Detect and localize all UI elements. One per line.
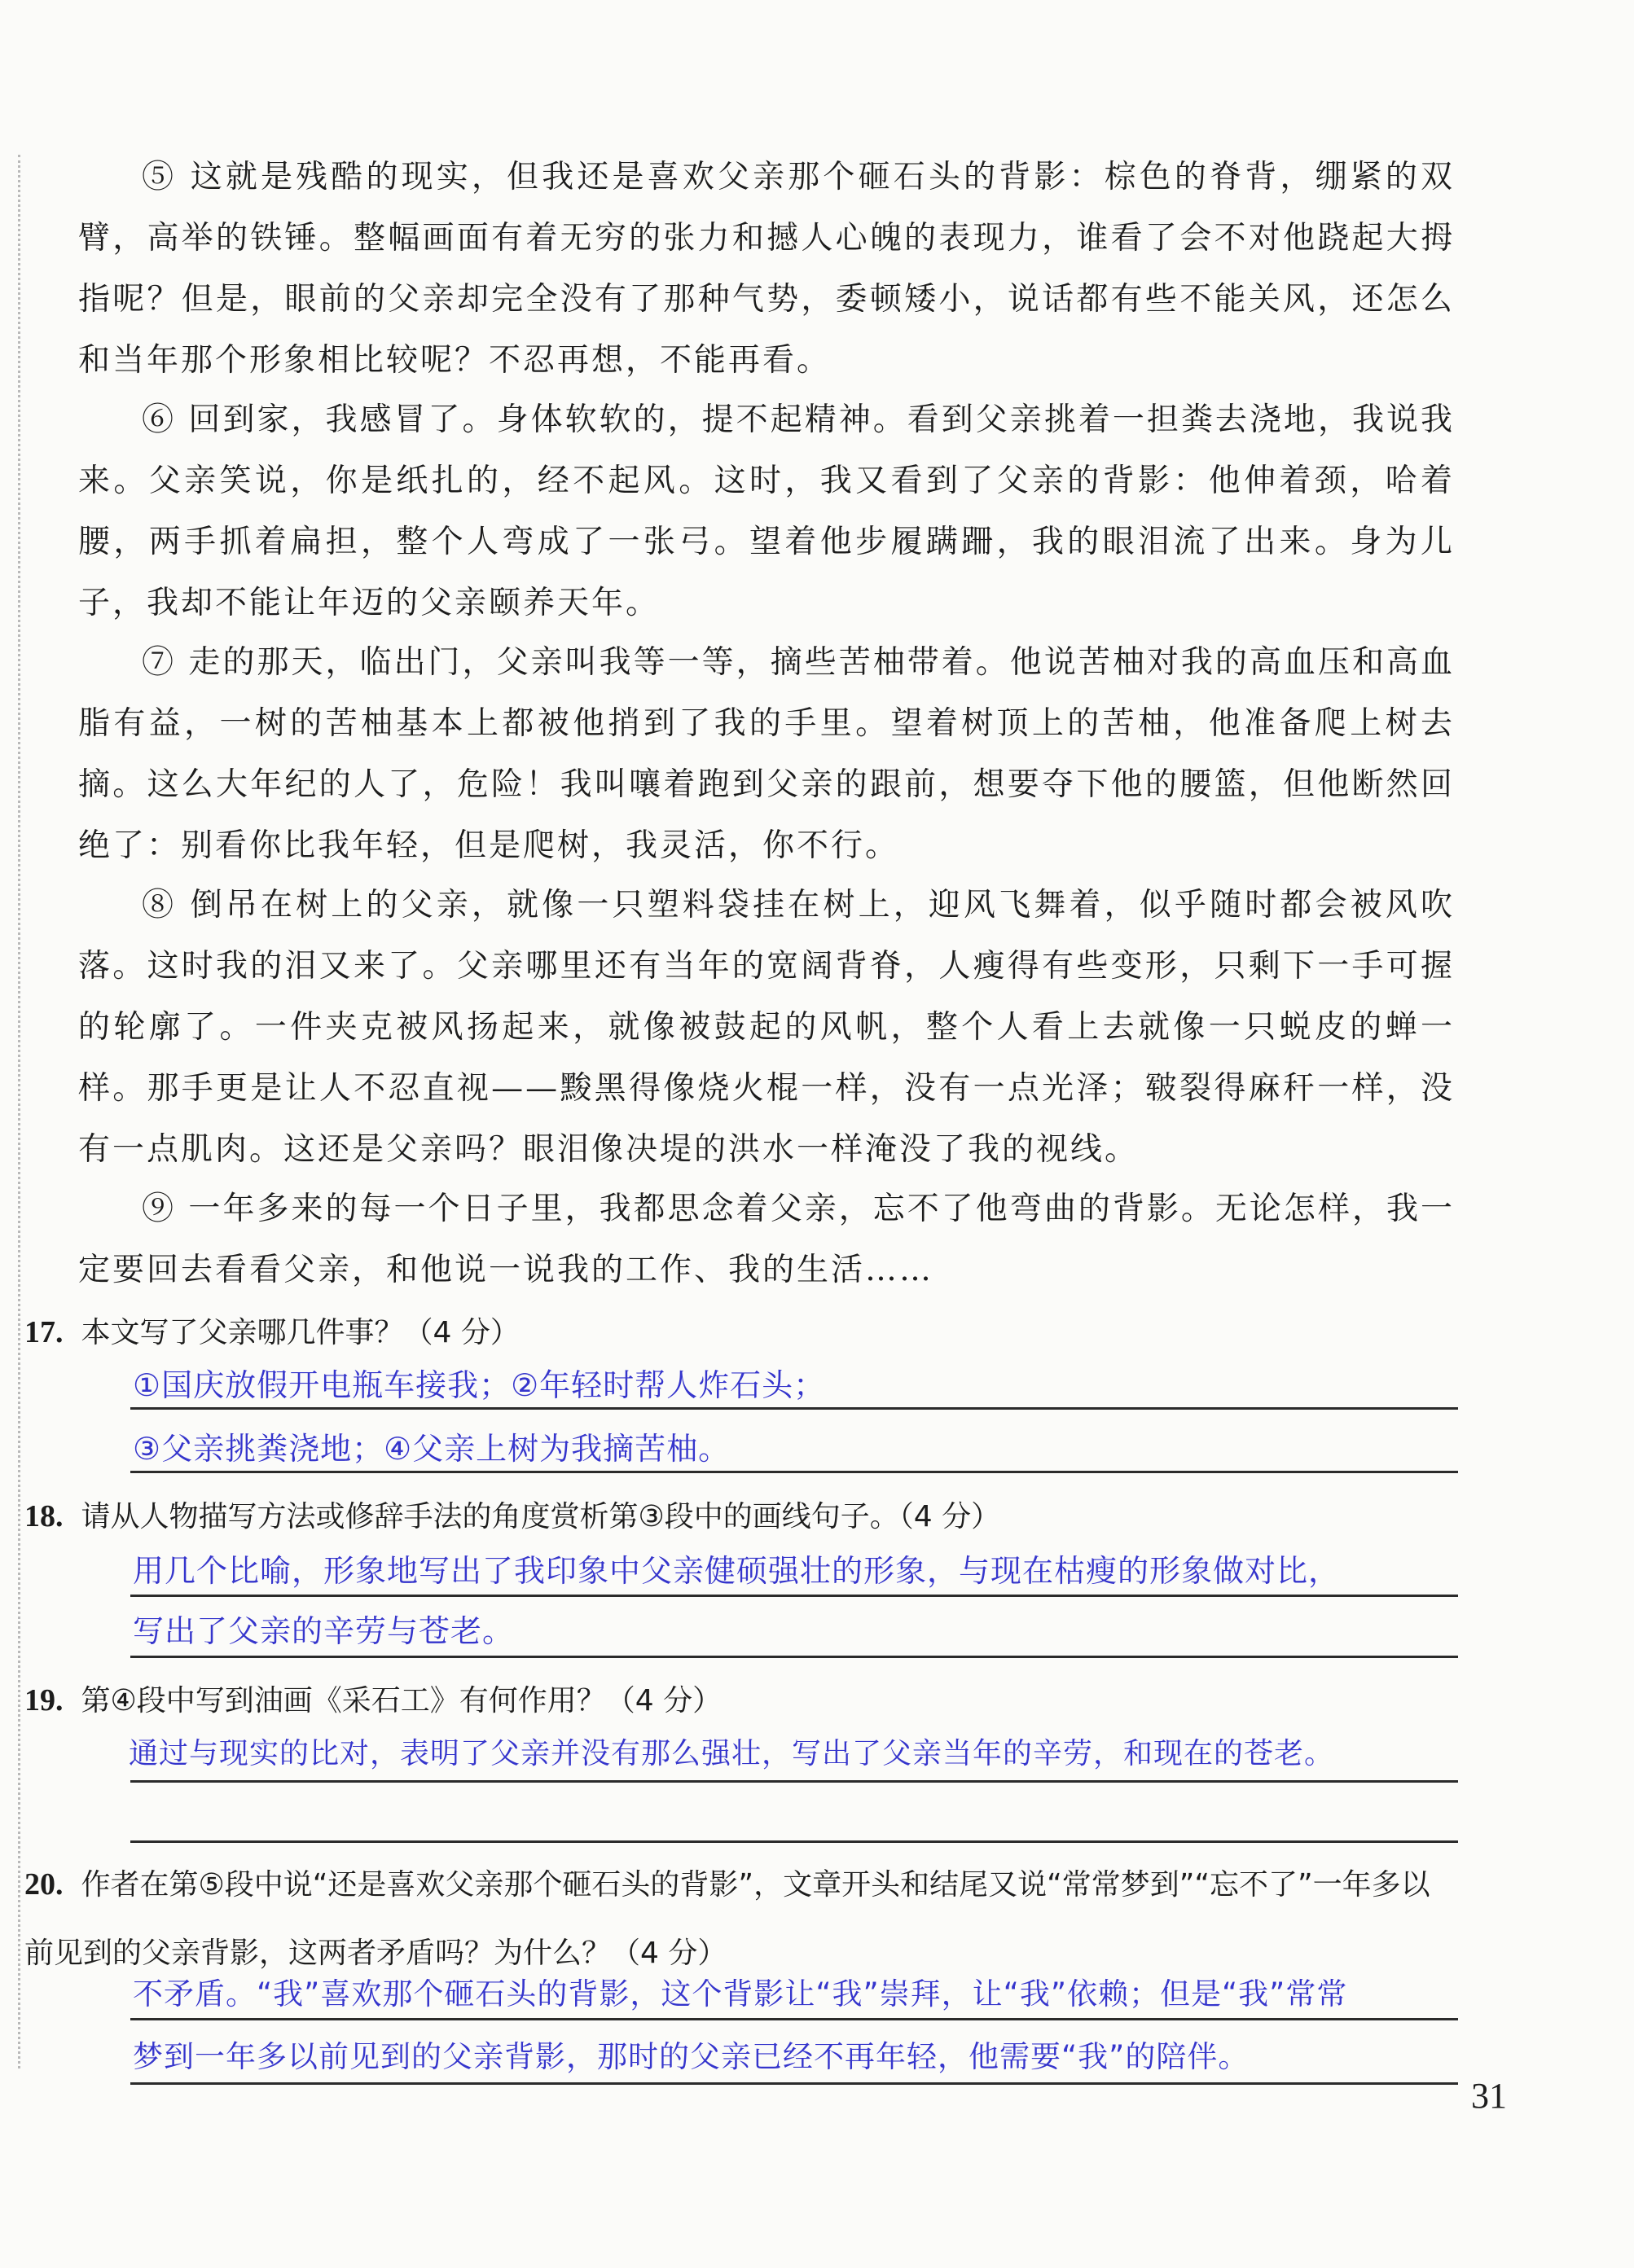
margin-dotted-line	[18, 155, 20, 2068]
answer-rule	[130, 1471, 1458, 1473]
answer-17-line-1: ①国庆放假开电瓶车接我；②年轻时帮人炸石头；	[133, 1367, 826, 1403]
answer-18-line-1: 用几个比喻，形象地写出了我印象中父亲健硕强壮的形象，与现在枯瘦的形象做对比，	[133, 1553, 1341, 1589]
paragraph-7: ⑦ 走的那天，临出门，父亲叫我等一等，摘些苦柚带着。他说苦柚对我的高血压和高血脂有益，一树的苦柚基本上都被他捎到了我的手里。望着树顶上的苦柚，他准备爬上树去摘。这么大年纪的人了，危险！我叫嚷着跑到父亲的跟前，想要夺下他的腰篮，但他断然回绝了：别看你比我年轻，但是爬树，我灵活，你不行。	[78, 644, 1455, 864]
answer-rule	[130, 2082, 1458, 2085]
question-text: 请从人物描写方法或修辞手法的角度赏析第③段中的画线句子。（4 分）	[81, 1500, 1001, 1533]
answer-rule	[130, 1407, 1458, 1410]
question-number: 19.	[24, 1683, 64, 1717]
paragraph-6: ⑥ 回到家，我感冒了。身体软软的，提不起精神。看到父亲挑着一担粪去浇地，我说我来。父亲笑说，你是纸扎的，经不起风。这时，我又看到了父亲的背影：他伸着颈，哈着腰，两手抓着扁担，整个人弯成了一张弓。望着他步履蹒跚，我的眼泪流了出来。身为儿子，我却不能让年迈的父亲颐养天年。	[78, 401, 1455, 621]
paragraph-9: ⑨ 一年多来的每一个日子里，我都思念着父亲，忘不了他弯曲的背影。无论怎样，我一定要回去看看父亲，和他说一说我的工作、我的生活……	[78, 1191, 1455, 1288]
page-number: 31	[1471, 2076, 1507, 2116]
answer-19-line-1: 通过与现实的比对，表明了父亲并没有那么强壮，写出了父亲当年的辛劳，和现在的苍老。	[129, 1737, 1335, 1770]
question-18	[24, 1487, 1458, 1546]
question-text: 本文写了父亲哪几件事？（4 分）	[81, 1316, 520, 1349]
answer-rule	[130, 1780, 1458, 1783]
question-number: 20.	[24, 1867, 64, 1902]
question-17	[24, 1303, 1458, 1362]
answer-rule	[130, 1656, 1458, 1658]
answer-rule	[130, 2018, 1458, 2020]
answer-17-line-2: ③父亲挑粪浇地；④父亲上树为我摘苦柚。	[133, 1431, 731, 1467]
answer-18-line-2: 写出了父亲的辛劳与苍老。	[133, 1613, 515, 1649]
paragraph-8: ⑧ 倒吊在树上的父亲，就像一只塑料袋挂在树上，迎风飞舞着，似乎随时都会被风吹落。这时我的泪又来了。父亲哪里还有当年的宽阔背脊，人瘦得有些变形，只剩下一手可握的轮廓了。一件夹克被风扬起来，就像被鼓起的风帆，整个人看上去就像一只蜕皮的蝉一样。那手更是让人不忍直视——黢黑得像烧火棍一样，没有一点光泽；皲裂得麻秆一样，没有一点肌肉。这还是父亲吗？眼泪像决堤的洪水一样淹没了我的视线。	[78, 887, 1455, 1168]
answer-rule	[130, 1595, 1458, 1597]
answer-20-line-1: 不矛盾。“我”喜欢那个砸石头的背影，这个背影让“我”崇拜，让“我”依赖；但是“我”常常	[133, 1976, 1348, 2011]
question-20	[24, 1850, 1458, 1988]
question-text: 作者在第⑤段中说“还是喜欢父亲那个砸石头的背影”，文章开头和结尾又说“常常梦到”“忘不了”一年多以前见到的父亲背影，这两者矛盾吗？为什么？（4 分）	[24, 1868, 1430, 1970]
question-number: 17.	[24, 1315, 64, 1349]
answer-20-line-2: 梦到一年多以前见到的父亲背影，那时的父亲已经不再年轻，他需要“我”的陪伴。	[133, 2039, 1250, 2074]
question-19	[24, 1671, 1458, 1731]
question-text: 第④段中写到油画《采石工》有何作用？（4 分）	[81, 1684, 723, 1717]
paragraph-5: ⑤ 这就是残酷的现实，但我还是喜欢父亲那个砸石头的背影：棕色的脊背，绷紧的双臂，高举的铁锤。整幅画面有着无穷的张力和撼人心魄的表现力，谁看了会不对他跷起大拇指呢？但是，眼前的父亲却完全没有了那种气势，委顿矮小，说话都有些不能关风，还怎么和当年那个形象相比较呢？不忍再想，不能再看。	[78, 159, 1455, 379]
answer-rule	[130, 1840, 1458, 1843]
question-number: 18.	[24, 1499, 64, 1533]
